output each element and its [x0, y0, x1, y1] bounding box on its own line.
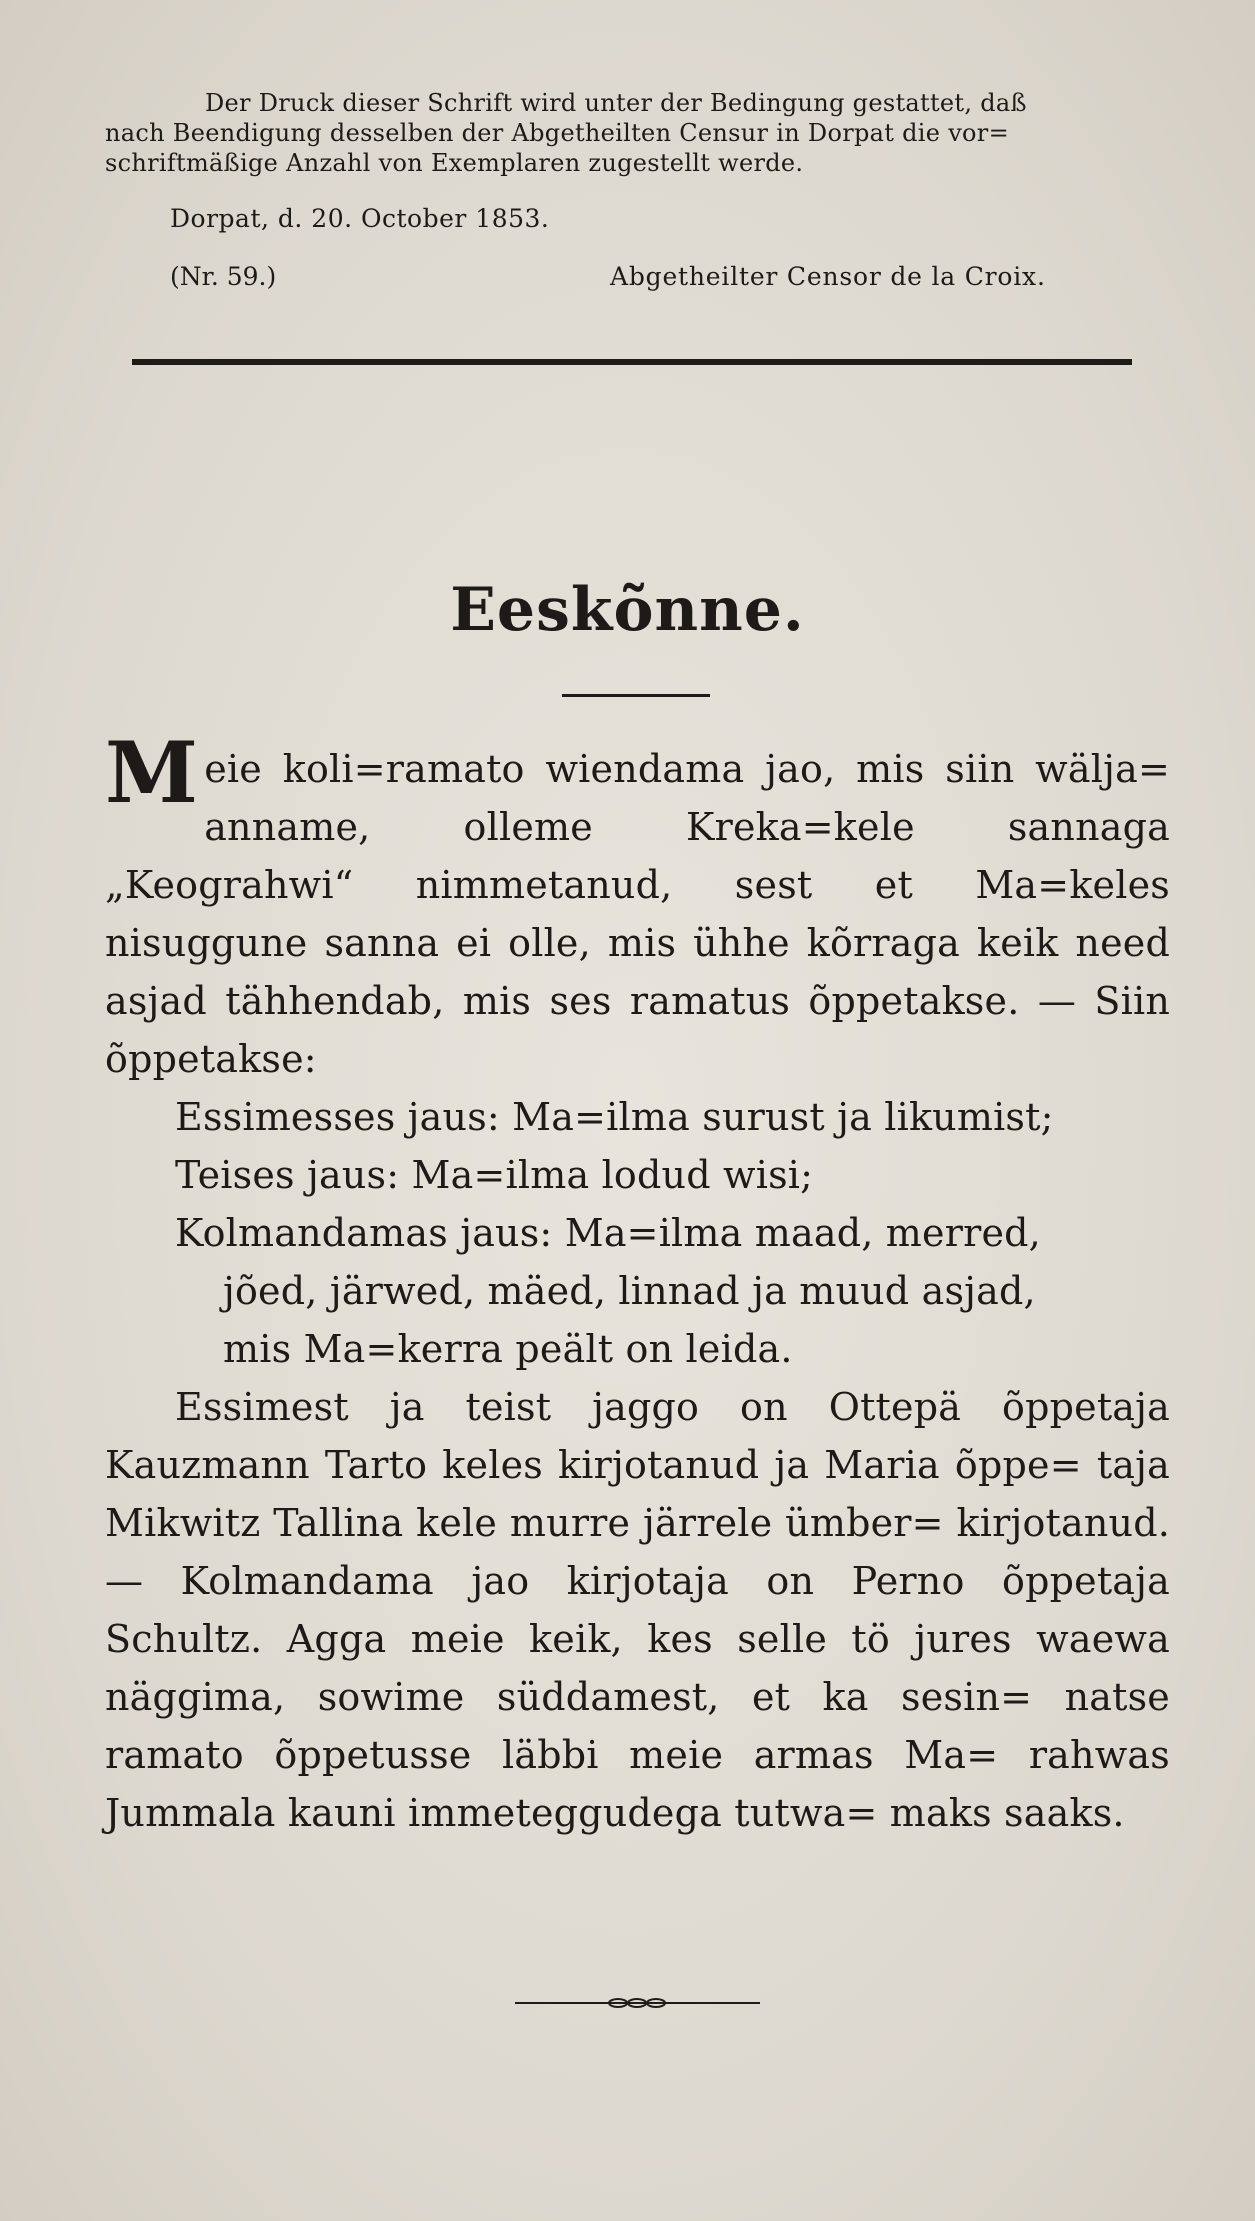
page-title: Eeskõnne.: [450, 575, 805, 645]
separator-rule: [132, 359, 1132, 365]
censor-notice: [105, 88, 1145, 178]
list-item-part-2: Teises jaus: Ma=ilma lodud wisi;: [175, 1153, 814, 1197]
drop-cap: M: [105, 723, 199, 822]
part-3-line-1: Kolmandamas jaus: Ma=ilma maad, merred,: [175, 1211, 1041, 1255]
censor-line-3: schriftmäßige Anzahl von Exemplaren zugestellt werde.: [105, 149, 804, 177]
title-underline: [562, 694, 710, 697]
censor-line-2: nach Beendigung desselben der Abgetheilten Censur in Dorpat die vor=: [105, 119, 1009, 147]
paragraph-intro-text: eie koli=ramato wiendama jao, mis siin wälja= anname, olleme Kreka=kele sannaga „Keograhwi“ nimmetanud, sest et Ma=keles nisuggune sanna ei olle, mis ühhe kõrraga keik need asjad tähhendab, mis ses ramatus õppetakse. — Siin õppetakse:: [105, 747, 1170, 1081]
censor-line-1: Der Druck dieser Schrift wird unter der Bedingung gestattet, daß: [205, 89, 1027, 117]
censor-number: (Nr. 59.): [170, 262, 277, 291]
ornament-rule: [515, 1997, 760, 2009]
list-item-part-3: [105, 1204, 1170, 1378]
part-3-line-3: mis Ma=kerra peält on leida.: [223, 1327, 793, 1371]
part-3-line-2: jõed, järwed, mäed, linnad ja muud asjad,: [223, 1269, 1036, 1313]
censor-date: Dorpat, d. 20. October 1853.: [170, 204, 550, 233]
list-item-part-1: Essimesses jaus: Ma=ilma surust ja likumist;: [175, 1095, 1054, 1139]
body-text: [105, 723, 1170, 1842]
paragraph-intro: [105, 723, 1170, 1088]
censor-signature: Abgetheilter Censor de la Croix.: [610, 262, 1046, 291]
paragraph-authors: Essimest ja teist jaggo on Ottepä õppetaja Kauzmann Tarto keles kirjotanud ja Maria õppe= taja Mikwitz Tallina kele murre järrele ümber= kirjotanud. — Kolmandama jao kirjotaja on Perno õppetaja Schultz. Agga meie keik, kes selle tö jures waewa näggima, sowime süddamest, et ka sesin= natse ramato õppetusse läbbi meie armas Ma= rahwas Jummala kauni immeteggudega tutwa= maks saaks.: [105, 1385, 1170, 1835]
